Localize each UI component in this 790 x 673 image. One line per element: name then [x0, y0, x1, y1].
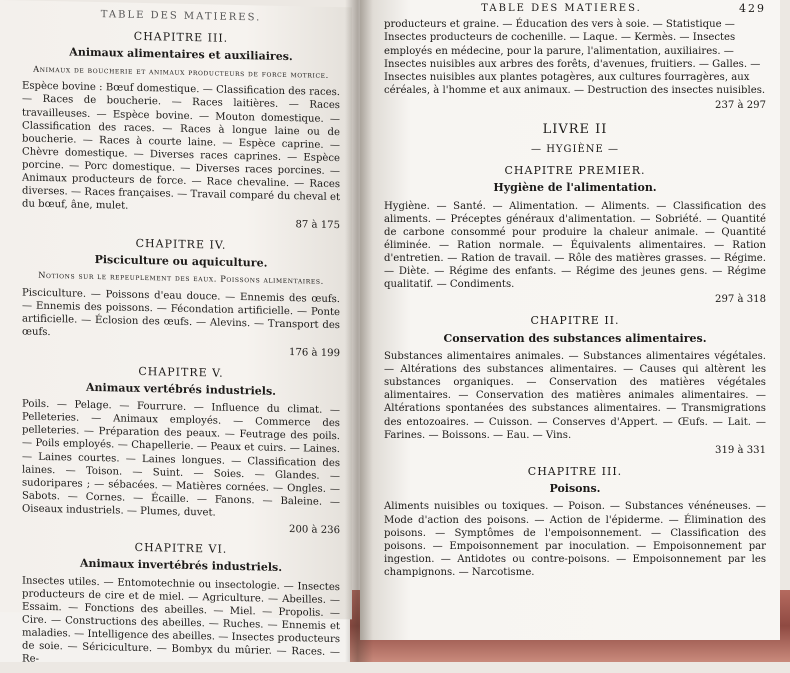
chapter-heading: CHAPITRE V. — [138, 364, 224, 380]
chapter-contents: Substances alimentaires animales. — Substances alimentaires végétales. — Altérations des substances alimentaires. — Causes qui altèrent les substances organiques. — Conservation des matières végétales alimentaires. — Conservation des matières animales alimentaires. — Altérations spontanées des substances alimentaires. — Transmigrations des entozoaires. — Cuisson. — Conserves d'Appert. — Œufs. — Lait. — Farines. — Boissons. — Eau. — Vins. — [384, 351, 766, 441]
chapter-contents: Aliments nuisibles ou toxiques. — Poison. — Substances vénéneuses. — Mode d'action des poisons. — Action de l'épiderme. — Élimination des poisons. — Symptômes de l'empoisonnement. — Classification des poisons. — Empoisonnement par inoculation. — Empoisonnement par ingestion. — Antidotes ou contre-poisons. — Empoisonnement par les champignons. — Narcotisme. — [384, 501, 766, 579]
chapter-contents: Pisciculture. — Poissons d'eau douce. — Ennemis des œufs. — Ennemis des poissons. — Fécondation artificielle. — Ponte artificielle. — Éclosion des œufs. — Alevins. — Transport des œufs. — [22, 287, 340, 339]
page-range: 200 à 236 — [289, 524, 340, 537]
chapter-title: Conservation des substances alimentaires. — [443, 331, 707, 345]
chapter-heading: CHAPITRE II. — [530, 314, 620, 328]
gutter-shadow — [345, 0, 373, 662]
page-range: 176 à 199 — [289, 347, 340, 360]
toc-section — [22, 27, 340, 232]
chapter-contents: Hygiène. — Santé. — Alimentation. — Aliments. — Classification des aliments. — Préceptes généraux d'alimentation. — Sobriété. — Quantité de carbone consommé pour produire la chaleur animale. — Quantité éliminée. — Ration normale. — Équivalents alimentaires. — Ration d'entretien. — Ration de travail. — Rôle des matières grasses. — Régime. — Diète. — Régime des enfants. — Régime des jeunes gens. — Régime qualitatif. — Condiments. — [384, 200, 766, 291]
chapter-subhead: Notions sur le repeuplement des eaux. Poissons alimentaires. — [38, 269, 324, 286]
chapter-title: Animaux vertébrés industriels. — [86, 380, 276, 398]
chapter-heading: CHAPITRE IV. — [135, 236, 227, 252]
right-page — [360, 0, 780, 640]
chapter-heading: CHAPITRE PREMIER. — [504, 163, 646, 177]
page-number: 429 — [739, 2, 766, 15]
chapter-title: Hygiène de l'alimentation. — [493, 181, 657, 195]
page-range: 297 à 318 — [715, 294, 766, 306]
chapter-contents: Insectes utiles. — Entomotechnie ou insectologie. — Insectes producteurs de cire et de miel. — Agriculture. — Abeilles. — Essaim. — Fonctions des abeilles. — Miel. — Propolis. — Cire. — Constructions des abeilles. — Ruches. — Ennemis et maladies. — Intelligence des abeilles. — Insectes producteurs de soie. — Sériciculture. — Bombyx du mûrier. — Races. — Re- — [22, 575, 340, 666]
page-range: 237 à 297 — [715, 99, 766, 111]
toc-section — [384, 314, 766, 456]
chapter-title: Animaux alimentaires et auxiliaires. — [69, 45, 293, 64]
running-head-left: TABLE DES MATIERES. — [100, 9, 262, 24]
page-range: 319 à 331 — [715, 444, 766, 456]
toc-section — [22, 234, 340, 361]
chapter-heading: CHAPITRE III. — [133, 29, 229, 45]
toc-section — [22, 362, 340, 537]
chapter-heading: CHAPITRE III. — [527, 464, 623, 478]
chapter-contents: Poils. — Pelage. — Fourrure. — Influence du climat. — Pelleteries. — Animaux employés. — Commerce des pelleteries. — Préparation des peaux. — Feutrage des poils. — Poils employés. — Chapellerie. — Peaux et cuirs. — Laines. — Laines courtes. — Laines longues. — Classification des laines. — Toison. — Suint. — Soies. — Glandes. — sudoripares ; — sébacées. — Matières cornées. — Ongles. — Sabots. — Cornes. — Écaille. — Fanons. — Baleine. — Oiseaux industriels. — Plumes, duvet. — [22, 398, 340, 519]
chapter-title: Poisons. — [549, 482, 601, 496]
page-range: 87 à 175 — [295, 219, 340, 232]
chapter-contents: Espèce bovine : Bœuf domestique. — Classification des races. — Races de boucherie. — Races laitières. — Races travailleuses. — Espèce bovine. — Mouton domestique. — Classification des races. — Races à longue laine ou de boucherie. — Races à courte laine. — Espèce caprine. — Chèvre domestique. — Diverses races caprines. — Espèce porcine. — Porc domestique. — Diverses races porcines. — Animaux producteurs de force. — Race chevaline. — Races diverses. — Races françaises. — Travail comparé du cheval et du bœuf, âne, mulet. — [22, 80, 340, 213]
chapter-subhead: Animaux de boucherie et animaux producteurs de force motrice. — [33, 63, 329, 80]
running-head-title: TABLE DES MATIERES. — [481, 3, 642, 14]
book-part-subtitle: — HYGIÈNE — — [531, 143, 619, 155]
toc-section — [384, 465, 766, 579]
chapter-heading: CHAPITRE VI. — [134, 541, 228, 556]
chapter-title: Animaux invertébrés industriels. — [79, 557, 283, 575]
left-page — [0, 0, 352, 666]
toc-section — [384, 164, 766, 306]
toc-section — [22, 539, 340, 673]
continued-contents: producteurs et graine. — Éducation des vers à soie. — Statistique — Insectes producteurs de cochenille. — Laque. — Kermès. — Insectes employés en médecine, pour la parure, l'alimentation, auxiliaires. — Insectes nuisibles aux arbres des forêts, d'avenues, fruitiers. — Galles. — Insectes nuisibles aux plantes potagères, aux cultures fourragères, aux céréales, à l'homme et aux animaux. — Destruction des insectes nuisibles. — [384, 19, 766, 96]
chapter-title: Pisciculture ou aquiculture. — [94, 252, 268, 270]
running-head-right — [384, 2, 766, 16]
book-part-heading: LIVRE II — [542, 122, 608, 138]
